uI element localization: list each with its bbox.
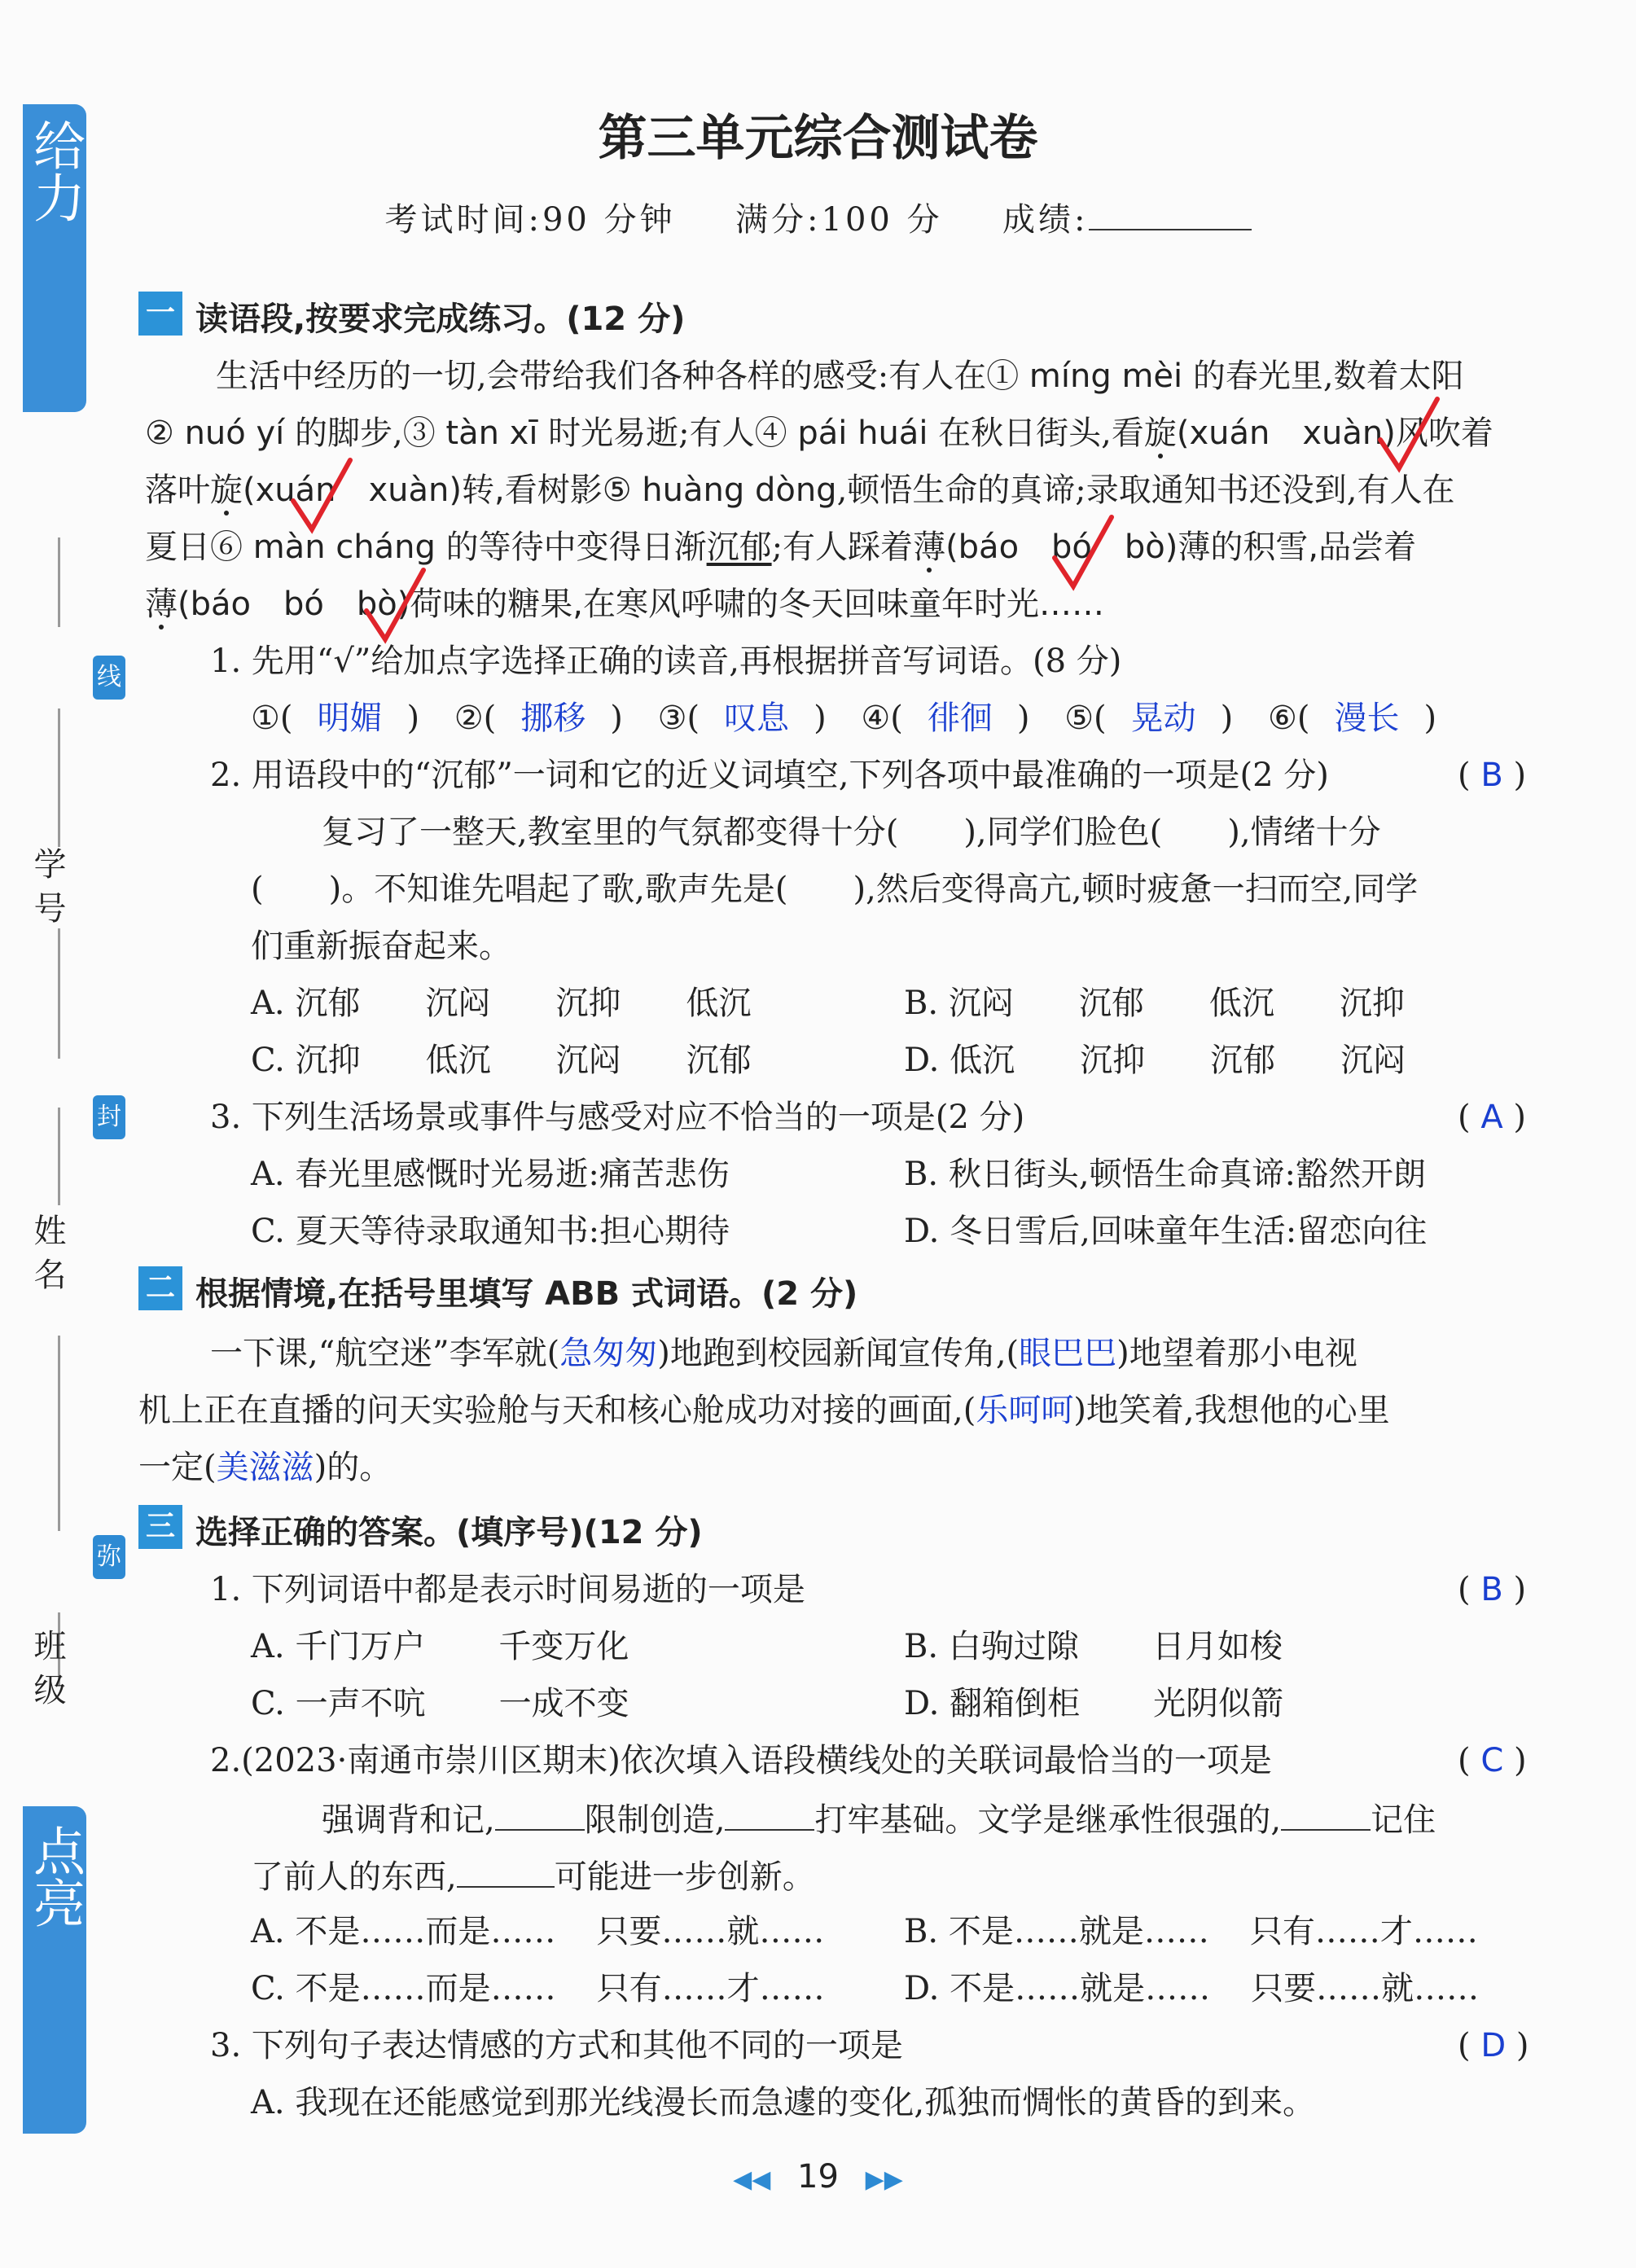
- page-number: 19: [797, 2158, 839, 2196]
- num: ③: [657, 700, 687, 737]
- student-name-label: 姓名: [29, 1213, 66, 1301]
- answer-2: 挪移: [520, 700, 586, 737]
- text: )地笑着,我想他的心里: [1073, 1392, 1390, 1429]
- question-1-2: 2. 用语段中的“沉郁”一词和它的近义词填空,下列各项中最准确的一项是(2 分): [210, 757, 1329, 794]
- option-text: D. 低沉: [904, 1042, 1015, 1079]
- section2-line-1: [210, 1332, 1357, 1375]
- pinyin: huàng dòng: [642, 472, 837, 509]
- answer: B: [1480, 757, 1503, 794]
- text: )的。: [314, 1449, 393, 1486]
- next-page-icon[interactable]: ▶▶: [865, 2165, 903, 2194]
- option-text: 低沉: [1208, 985, 1274, 1022]
- text: )地跑到校园新闻宣传角,(: [657, 1335, 1020, 1372]
- score-label: 成绩:: [1002, 201, 1089, 239]
- option-text: D. 翻箱倒柜: [904, 1685, 1081, 1722]
- section-heading-2: 根据情境,在括号里填写 ABB 式词语。(2 分): [195, 1275, 858, 1313]
- option-text: D. 不是……就是……: [904, 1970, 1211, 2007]
- class-label: 班级: [29, 1629, 66, 1717]
- text: 打牢基础。文学是继承性很强的,: [814, 1801, 1282, 1839]
- section-heading-3: 选择正确的答案。(填序号)(12 分): [195, 1514, 703, 1551]
- option-text: 一成不变: [498, 1685, 629, 1722]
- option-text: C. 一声不吭: [251, 1685, 426, 1722]
- section-badge-2: 二: [138, 1266, 182, 1310]
- binding-line: [58, 1336, 60, 1531]
- answer-abb-2: 眼巴巴: [1019, 1335, 1117, 1372]
- option-text: 只有……才……: [1249, 1913, 1478, 1950]
- text: 了前人的东西,: [251, 1858, 457, 1896]
- text: 在秋日街头,看: [928, 415, 1144, 452]
- option-text: 沉抑: [555, 985, 621, 1022]
- option-d: D. 冬日雪后,回味童年生活:留恋向往: [904, 1213, 1428, 1250]
- option-text: 沉郁: [686, 1042, 752, 1079]
- blank: [1281, 1796, 1371, 1831]
- blank: [725, 1796, 814, 1831]
- answer-1: 明媚: [317, 700, 383, 737]
- option-c: [251, 1682, 629, 1725]
- text: 一定(: [138, 1449, 217, 1486]
- option-c: C. 夏天等待录取通知书:担心期待: [251, 1213, 730, 1250]
- section2-line-3: [138, 1446, 392, 1489]
- blank: [457, 1853, 555, 1888]
- passage-line-5: [145, 583, 1104, 625]
- q2-passage-3: 们重新振奋起来。: [251, 928, 511, 965]
- option-text: 光阴似箭: [1153, 1685, 1284, 1722]
- text: 落叶: [145, 472, 210, 509]
- option-text: 沉郁: [1078, 985, 1144, 1022]
- binding-line: [58, 708, 60, 847]
- pinyin-choices: (xuán xuàn)转,看树影⑤: [243, 472, 643, 509]
- answer-3: 叹息: [724, 700, 790, 737]
- answer-bracket-3-1: ( B ): [1458, 1571, 1527, 1608]
- section-badge-1: 一: [138, 292, 182, 336]
- pinyin: nuó yí: [184, 415, 285, 452]
- student-number-label: 学号: [29, 847, 66, 935]
- section-heading-1: 读语段,按要求完成练习。(12 分): [195, 300, 686, 338]
- option-a: A. 春光里感慨时光易逝:痛苦悲伤: [251, 1156, 730, 1193]
- text: 记住: [1371, 1801, 1436, 1839]
- option-a: [251, 982, 751, 1024]
- score-blank: [1089, 196, 1252, 230]
- option-c: [251, 1039, 752, 1081]
- side-tab-top-label: 给力: [24, 119, 85, 223]
- q2-passage-1: 复习了一整天,教室里的气氛都变得十分( ),同学们脸色( ),情绪十分: [322, 814, 1381, 851]
- option-text: A. 沉郁: [251, 985, 361, 1022]
- option-text: A. 不是……而是……: [251, 1913, 556, 1950]
- answer-abb-3: 乐呵呵: [976, 1392, 1074, 1429]
- option-text: 只要……就……: [596, 1913, 825, 1950]
- question-3-1: 1. 下列词语中都是表示时间易逝的一项是: [210, 1571, 805, 1608]
- option-text: 沉闷: [425, 985, 491, 1022]
- dotted-char: 旋: [210, 472, 243, 509]
- option-text: 日月如梭: [1151, 1628, 1283, 1665]
- side-tab-bottom-label: 点亮: [24, 1824, 85, 1928]
- text: 一下课,“航空迷”李军就(: [210, 1335, 560, 1372]
- red-check-mark: [289, 456, 354, 537]
- pinyin: míng mèi: [1029, 358, 1183, 395]
- question-1-1: 1. 先用“√”给加点字选择正确的读音,再根据拼音写词语。(8 分): [210, 643, 1122, 680]
- text: 可能进一步创新。: [554, 1858, 815, 1896]
- section2-line-2: [138, 1389, 1390, 1432]
- pinyin-choices: (báo bó bò)薄的积雪,品尝着: [945, 529, 1417, 566]
- option-text: 沉郁: [1210, 1042, 1276, 1079]
- blank: [495, 1796, 585, 1831]
- binding-line: [58, 1108, 60, 1205]
- option-d: [904, 1039, 1406, 1081]
- answer-row-q1: ①( 明媚 ) ②( 挪移 ) ③( 叹息 ) ④( 徘徊 ) ⑤( 晃动 ) ⑥( 漫长 ): [251, 697, 1436, 739]
- num: ④: [861, 700, 891, 737]
- text: 夏日⑥: [145, 529, 253, 566]
- red-check-mark: [1376, 395, 1441, 476]
- answer-4: 徘徊: [927, 700, 993, 737]
- option-b: [904, 1625, 1283, 1668]
- question-3-2: 2.(2023·南通市崇川区期末)依次填入语段横线处的关联词最恰当的一项是: [210, 1742, 1272, 1779]
- text: 时光易逝;有人④: [537, 415, 798, 452]
- side-tab-bottom: [23, 1806, 86, 2134]
- answer: D: [1480, 2027, 1507, 2064]
- option-text: 只有……才……: [596, 1970, 825, 2007]
- option-text: B. 白驹过隙: [904, 1628, 1079, 1665]
- option-text: 千变万化: [498, 1628, 629, 1665]
- option-text: 低沉: [425, 1042, 491, 1079]
- exam-time: 考试时间:90 分钟: [384, 201, 676, 239]
- text: 生活中经历的一切,会带给我们各种各样的感受:有人在①: [216, 358, 1029, 395]
- option-d: [904, 1682, 1283, 1725]
- text: 的脚步,③: [284, 415, 446, 452]
- num: ①: [251, 700, 280, 737]
- option-text: B. 不是……就是……: [904, 1913, 1209, 1950]
- text: 强调背和记,: [322, 1801, 495, 1839]
- answer: C: [1480, 1742, 1504, 1779]
- seal-mark-feng: 封: [93, 1095, 125, 1139]
- option-text: C. 不是……而是……: [251, 1970, 556, 2007]
- passage-line-2: [145, 412, 1493, 454]
- text: ,顿悟生命的真谛;录取通知书还没到,有人在: [836, 472, 1455, 509]
- answer-5: 晃动: [1130, 700, 1196, 737]
- full-score: 满分:100 分: [735, 201, 943, 239]
- dotted-char: 薄: [145, 586, 178, 623]
- text: ;有人踩着: [771, 529, 914, 566]
- pinyin: tàn xī: [445, 415, 538, 452]
- option-b: [904, 1910, 1478, 1953]
- underlined-word: 沉郁: [706, 529, 772, 566]
- option-text: 沉抑: [1080, 1042, 1146, 1079]
- red-check-mark: [1050, 513, 1116, 594]
- prev-page-icon[interactable]: ◀◀: [733, 2165, 771, 2194]
- option-text: B. 沉闷: [904, 985, 1014, 1022]
- answer-6: 漫长: [1334, 700, 1400, 737]
- option-text: A. 千门万户: [251, 1628, 426, 1665]
- question-3-3: 3. 下列句子表达情感的方式和其他不同的一项是: [210, 2027, 903, 2064]
- option-c: [251, 1968, 825, 2010]
- option-text: 低沉: [686, 985, 752, 1022]
- text: ②: [145, 415, 185, 452]
- dotted-char: 旋: [1143, 415, 1177, 452]
- num: ②: [454, 700, 484, 737]
- text: 限制创造,: [584, 1801, 726, 1839]
- text: 机上正在直播的问天实验舱与天和核心舱成功对接的画面,(: [138, 1392, 976, 1429]
- option-d: [904, 1968, 1479, 2010]
- option-text: 沉闷: [555, 1042, 621, 1079]
- page-title: 第三单元综合测试卷: [598, 110, 1038, 167]
- option-a: [251, 1625, 629, 1668]
- red-check-mark: [362, 566, 428, 647]
- section-badge-3: 三: [138, 1505, 182, 1549]
- option-b: B. 秋日街头,顿悟生命真谛:豁然开朗: [904, 1156, 1427, 1193]
- num: ⑥: [1267, 700, 1297, 737]
- option-text: C. 沉抑: [251, 1042, 361, 1079]
- binding-line: [58, 928, 60, 1059]
- binding-line: [58, 537, 60, 627]
- answer-bracket-1-3: ( A ): [1458, 1099, 1527, 1136]
- passage-line-1: [216, 355, 1464, 397]
- option-b: [904, 982, 1405, 1024]
- option-a: [251, 1910, 824, 1953]
- q2-passage-line-1: [322, 1796, 1436, 1841]
- pinyin: pái huái: [797, 415, 928, 452]
- exam-info: [0, 194, 1636, 240]
- pinyin-choices: (báo bó bò)荷味的糖果,在寒风呼啸的冬天回味童年时光……: [178, 586, 1105, 623]
- answer: B: [1480, 1571, 1503, 1608]
- text: 的春光里,数着太阳: [1182, 358, 1464, 395]
- answer-bracket-3-3: ( D ): [1458, 2027, 1529, 2064]
- num: ⑤: [1064, 700, 1094, 737]
- option-a: A. 我现在还能感觉到那光线漫长而急遽的变化,孤独而惆怅的黄昏的到来。: [251, 2084, 1316, 2121]
- seal-mark-mi: 弥: [93, 1535, 125, 1579]
- answer: A: [1480, 1099, 1503, 1136]
- text: 的等待中变得日渐: [435, 529, 707, 566]
- q2-passage-line-2: [251, 1853, 815, 1898]
- pinyin-choices: (xuán xuàn)风吹着: [1176, 415, 1493, 452]
- option-text: 沉闷: [1340, 1042, 1406, 1079]
- q2-passage-2: ( )。不知谁先唱起了歌,歌声先是( ),然后变得高亢,顿时疲惫一扫而空,同学: [251, 871, 1419, 908]
- question-1-3: 3. 下列生活场景或事件与感受对应不恰当的一项是(2 分): [210, 1099, 1025, 1136]
- pinyin: màn cháng: [252, 529, 436, 566]
- answer-abb-1: 急匆匆: [559, 1335, 658, 1372]
- page-footer: [0, 2158, 1636, 2196]
- dotted-char: 薄: [913, 529, 946, 566]
- text: )地望着那小电视: [1116, 1335, 1357, 1372]
- option-text: 沉抑: [1339, 985, 1405, 1022]
- seal-mark-xian: 线: [93, 656, 125, 700]
- answer-abb-4: 美滋滋: [216, 1449, 314, 1486]
- answer-bracket-1-2: ( B ): [1458, 757, 1527, 794]
- option-text: 只要……就……: [1251, 1970, 1480, 2007]
- answer-bracket-3-2: ( C ): [1458, 1742, 1527, 1779]
